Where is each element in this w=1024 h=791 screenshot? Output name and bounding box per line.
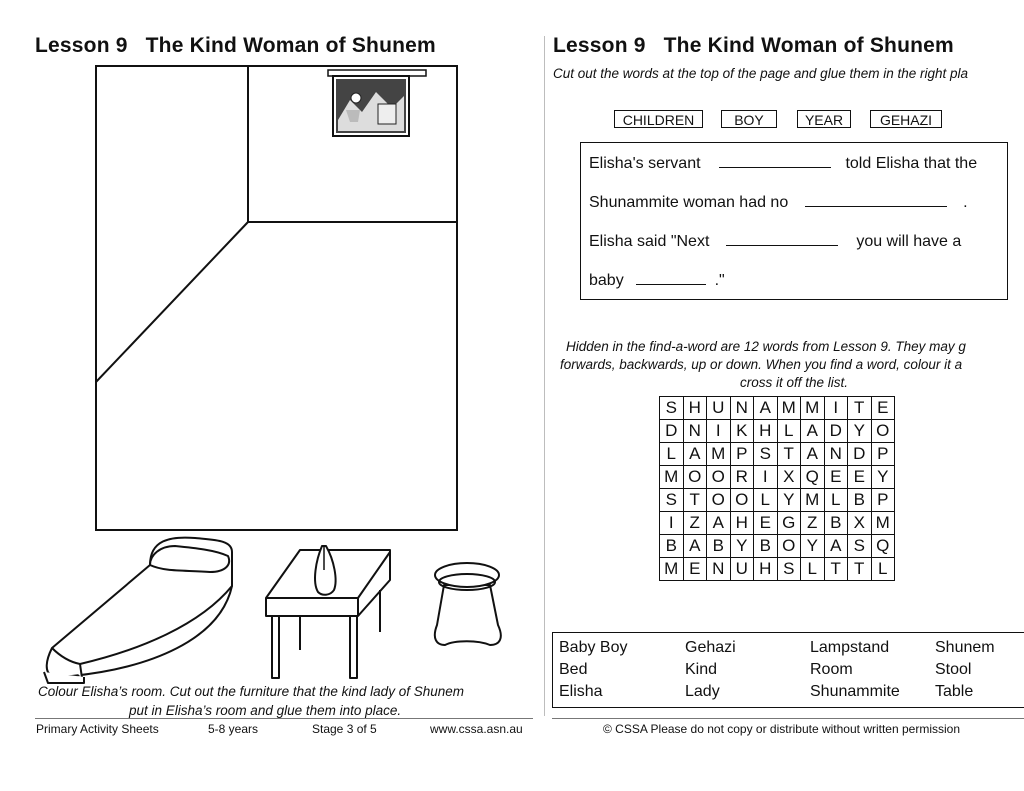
word-list-item: Gehazi (685, 639, 736, 656)
sentence-1 (589, 153, 977, 173)
grid-cell[interactable]: M (801, 397, 825, 420)
grid-row (660, 512, 895, 535)
sentence-4-end: ." (714, 272, 725, 289)
grid-cell[interactable]: D (824, 420, 848, 443)
word-list-item: Room (810, 661, 853, 678)
grid-cell[interactable]: N (824, 443, 848, 466)
grid-cell[interactable]: E (683, 558, 707, 581)
grid-cell[interactable]: T (824, 558, 848, 581)
grid-cell[interactable]: M (871, 512, 895, 535)
blank-1[interactable] (719, 153, 831, 168)
word-chip-children[interactable]: CHILDREN (614, 110, 703, 128)
page-divider (544, 36, 545, 716)
grid-cell[interactable]: O (871, 420, 895, 443)
grid-cell[interactable]: A (683, 535, 707, 558)
grid-cell[interactable]: E (871, 397, 895, 420)
sentence-3-end: you will have a (856, 233, 962, 250)
word-list-item: Stool (935, 661, 972, 678)
grid-cell[interactable]: M (660, 558, 684, 581)
findword-instruction-line1: Hidden in the find-a-word are 12 words from Lesson 9. They may g (566, 339, 966, 354)
grid-cell[interactable]: B (824, 512, 848, 535)
grid-cell[interactable]: S (660, 489, 684, 512)
grid-row (660, 489, 895, 512)
grid-cell[interactable]: B (660, 535, 684, 558)
word-chip-gehazi[interactable]: GEHAZI (870, 110, 942, 128)
grid-cell[interactable]: T (848, 558, 872, 581)
word-list-item: Shunammite (810, 683, 900, 700)
grid-cell[interactable]: Q (871, 535, 895, 558)
sentence-4-start: baby (589, 272, 624, 289)
grid-cell[interactable]: L (871, 558, 895, 581)
word-list-item: Table (935, 683, 974, 700)
fill-in-box (580, 142, 1008, 300)
grid-cell[interactable]: S (777, 558, 801, 581)
grid-cell[interactable]: Y (871, 466, 895, 489)
table-drawing (266, 546, 390, 678)
sentence-3-start: Elisha said "Next (589, 233, 710, 250)
word-list-item: Elisha (559, 683, 603, 700)
grid-cell[interactable]: A (801, 443, 825, 466)
grid-cell[interactable]: Y (730, 535, 754, 558)
blank-3[interactable] (726, 231, 838, 246)
blank-2[interactable] (805, 192, 947, 207)
grid-cell[interactable]: N (707, 558, 731, 581)
grid-cell[interactable]: S (754, 443, 778, 466)
grid-row (660, 558, 895, 581)
grid-cell[interactable]: I (660, 512, 684, 535)
sentence-2-start: Shunammite woman had no (589, 194, 789, 211)
grid-row (660, 397, 895, 420)
footer-stage: Stage 3 of 5 (312, 722, 377, 736)
grid-cell[interactable]: O (777, 535, 801, 558)
word-list-item: Shunem (935, 639, 995, 656)
bed-drawing (44, 538, 232, 683)
grid-cell[interactable]: X (848, 512, 872, 535)
sentence-2 (589, 192, 968, 212)
grid-cell[interactable]: O (730, 489, 754, 512)
room-floor-side-edge (96, 222, 248, 382)
left-lesson-number: Lesson 9 (35, 34, 128, 57)
grid-cell[interactable]: D (848, 443, 872, 466)
grid-cell[interactable]: O (683, 466, 707, 489)
findword-instruction-line3: cross it off the list. (740, 375, 849, 390)
grid-cell[interactable]: A (801, 420, 825, 443)
grid-cell[interactable]: E (848, 466, 872, 489)
findword-instruction-line2: forwards, backwards, up or down. When you find a word, colour it a (560, 357, 963, 372)
grid-cell[interactable]: N (730, 397, 754, 420)
grid-cell[interactable]: L (777, 420, 801, 443)
grid-cell[interactable]: U (730, 558, 754, 581)
grid-cell[interactable]: B (754, 535, 778, 558)
grid-cell[interactable]: L (824, 489, 848, 512)
grid-cell[interactable]: L (754, 489, 778, 512)
grid-cell[interactable]: I (754, 466, 778, 489)
grid-cell[interactable]: Y (848, 420, 872, 443)
right-lesson-name: The Kind Woman of Shunem (663, 34, 954, 57)
grid-cell[interactable]: H (730, 512, 754, 535)
grid-cell[interactable]: T (777, 443, 801, 466)
grid-cell[interactable]: Y (801, 535, 825, 558)
grid-cell[interactable]: A (707, 512, 731, 535)
grid-cell[interactable]: B (707, 535, 731, 558)
sentence-4 (589, 270, 725, 290)
grid-cell[interactable]: H (754, 558, 778, 581)
word-chip-year[interactable]: YEAR (797, 110, 851, 128)
sentence-2-end: . (963, 194, 968, 211)
grid-cell[interactable]: A (683, 443, 707, 466)
grid-row (660, 420, 895, 443)
stool-drawing (435, 563, 501, 645)
sentence-3 (589, 231, 961, 251)
copyright-notice: © CSSA Please do not copy or distribute without written permission (603, 722, 961, 736)
room-illustration (0, 0, 544, 720)
grid-row (660, 443, 895, 466)
right-page-title (553, 34, 954, 58)
grid-cell[interactable]: A (824, 535, 848, 558)
grid-cell[interactable]: Z (683, 512, 707, 535)
grid-cell[interactable]: T (848, 397, 872, 420)
grid-cell[interactable]: H (754, 420, 778, 443)
grid-row (660, 466, 895, 489)
grid-cell[interactable]: S (660, 397, 684, 420)
grid-cell[interactable]: Z (801, 512, 825, 535)
word-list-box (552, 632, 1024, 708)
left-instruction-line2: put in Elisha’s room and glue them into place. (129, 703, 402, 718)
grid-cell[interactable]: X (777, 466, 801, 489)
grid-cell[interactable]: G (777, 512, 801, 535)
grid-cell[interactable]: R (730, 466, 754, 489)
grid-cell[interactable]: M (777, 397, 801, 420)
grid-cell[interactable]: L (801, 558, 825, 581)
find-a-word-grid (659, 396, 895, 581)
right-footer-rule (552, 718, 1024, 719)
grid-cell[interactable]: M (801, 489, 825, 512)
footer-series: Primary Activity Sheets (36, 722, 159, 736)
grid-cell[interactable]: E (754, 512, 778, 535)
right-lesson-number: Lesson 9 (553, 34, 646, 57)
blank-4[interactable] (636, 270, 706, 285)
sentence-1-end: told Elisha that the (845, 155, 978, 172)
grid-cell[interactable]: I (824, 397, 848, 420)
grid-cell[interactable]: Y (777, 489, 801, 512)
grid-cell[interactable]: P (871, 443, 895, 466)
word-list-item: Lady (685, 683, 720, 700)
grid-cell[interactable]: L (660, 443, 684, 466)
word-list-item: Baby Boy (559, 639, 628, 656)
grid-cell[interactable]: O (707, 466, 731, 489)
grid-cell[interactable]: U (707, 397, 731, 420)
word-list-item: Kind (685, 661, 718, 678)
word-list-item: Bed (559, 661, 588, 678)
grid-cell[interactable]: P (871, 489, 895, 512)
grid-cell[interactable]: M (660, 466, 684, 489)
word-list-item: Lampstand (810, 639, 890, 656)
grid-cell[interactable]: H (683, 397, 707, 420)
word-chip-boy[interactable]: BOY (721, 110, 777, 128)
wall-picture (328, 70, 426, 136)
grid-cell[interactable]: P (730, 443, 754, 466)
grid-cell[interactable]: I (707, 420, 731, 443)
grid-cell[interactable]: D (660, 420, 684, 443)
footer-ages: 5-8 years (208, 722, 259, 736)
grid-cell[interactable]: Q (801, 466, 825, 489)
grid-cell[interactable]: B (848, 489, 872, 512)
grid-cell[interactable]: M (707, 443, 731, 466)
left-instruction-line1: Colour Elisha’s room. Cut out the furniture that the kind lady of Shunem (38, 684, 464, 699)
grid-cell[interactable]: A (754, 397, 778, 420)
grid-cell[interactable]: N (683, 420, 707, 443)
grid-cell[interactable]: S (848, 535, 872, 558)
sentence-1-start: Elisha's servant (589, 155, 701, 172)
left-lesson-name: The Kind Woman of Shunem (145, 34, 436, 57)
cut-instruction: Cut out the words at the top of the page and glue them in the right pla (553, 66, 969, 81)
grid-cell[interactable]: O (707, 489, 731, 512)
grid-cell[interactable]: T (683, 489, 707, 512)
grid-cell[interactable]: E (824, 466, 848, 489)
grid-cell[interactable]: K (730, 420, 754, 443)
left-footer-rule (35, 718, 533, 719)
grid-row (660, 535, 895, 558)
footer-website: www.cssa.asn.au (430, 722, 523, 736)
